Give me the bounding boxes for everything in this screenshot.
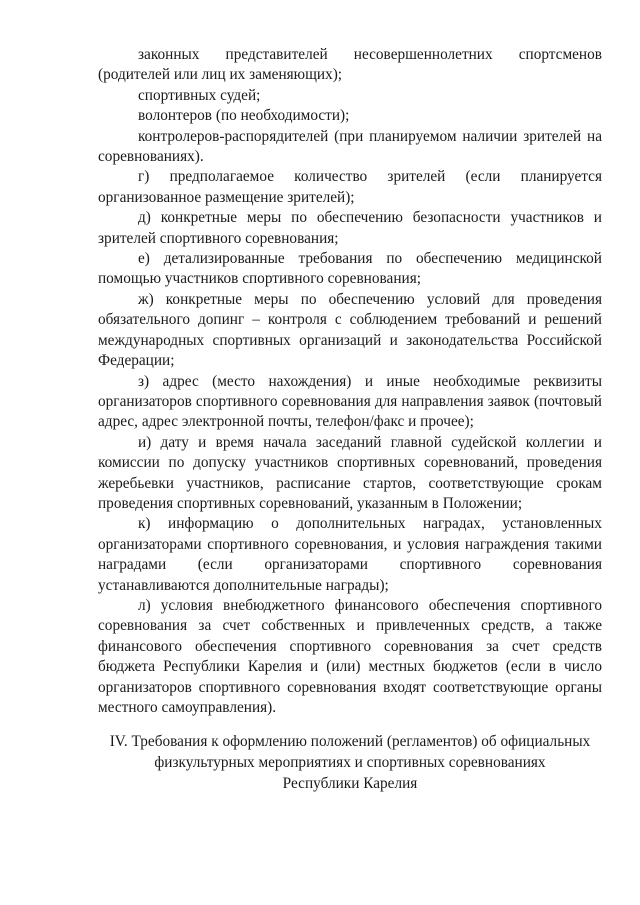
section-heading-line-2: физкультурных мероприятиях и спортивных соревнованиях: [154, 754, 546, 771]
paragraph-item-i: и) дату и время начала заседаний главной судейской коллегии и комиссии по допуску участников спортивных соревнований, проведения жеребьевки участников, расписание стартов, соответствующие срокам проведения спортивных соревнований, указанным в Положении;: [98, 433, 602, 512]
paragraph-item-d: д) конкретные меры по обеспечению безопасности участников и зрителей спортивного соревнования;: [98, 209, 602, 247]
section-heading-line-1: IV. Требования к оформлению положений (регламентов) об официальных: [109, 733, 591, 750]
paragraph-legal-representatives: законных представителей несовершеннолетних спортсменов (родителей или лиц их заменяющих);: [98, 46, 602, 84]
paragraph-item-zh: ж) конкретные меры по обеспечению условий для проведения обязательного допинг – контроля с соблюдением требований и решений международных спортивных организаций и законодательства Российской Федерации;: [98, 290, 602, 370]
paragraph-volunteers: волонтеров (по необходимости);: [138, 107, 350, 125]
section-heading-line-3: Республики Карелия: [282, 775, 418, 792]
paragraph-item-l: л) условия внебюджетного финансового обеспечения спортивного соревнования за счет собственных и привлеченных средств, а также финансового обеспечения спортивного соревнования за счет средств бюджета Республики Карелия и (или) местных бюджетов (если в число организаторов спортивного соревнования входят соответствующие органы местного самоуправления).: [98, 596, 602, 716]
paragraph-item-g: г) предполагаемое количество зрителей (если планируется организованное размещение зрителей);: [98, 168, 602, 206]
paragraph-controllers: контролеров-распорядителей (при планируемом наличии зрителей на соревнованиях).: [98, 127, 602, 166]
paragraph-item-z: з) адрес (место нахождения) и иные необходимые реквизиты организаторов спортивного соревнования для направления заявок (почтовый адрес, адрес электронной почты, телефон/факс и прочее);: [98, 372, 602, 431]
paragraph-item-e: е) детализированные требования по обеспечению медицинской помощью участников спортивного соревнования;: [98, 250, 602, 288]
document-body: [98, 45, 602, 718]
paragraph-item-k: к) информацию о дополнительных наградах, установленных организаторами спортивного соревнования, и условия награждения такими наградами (если организаторами спортивного соревнования устанавливаются дополнительные награды);: [98, 515, 602, 594]
section-heading: [98, 731, 602, 794]
paragraph-sports-judges: спортивных судей;: [138, 86, 261, 104]
